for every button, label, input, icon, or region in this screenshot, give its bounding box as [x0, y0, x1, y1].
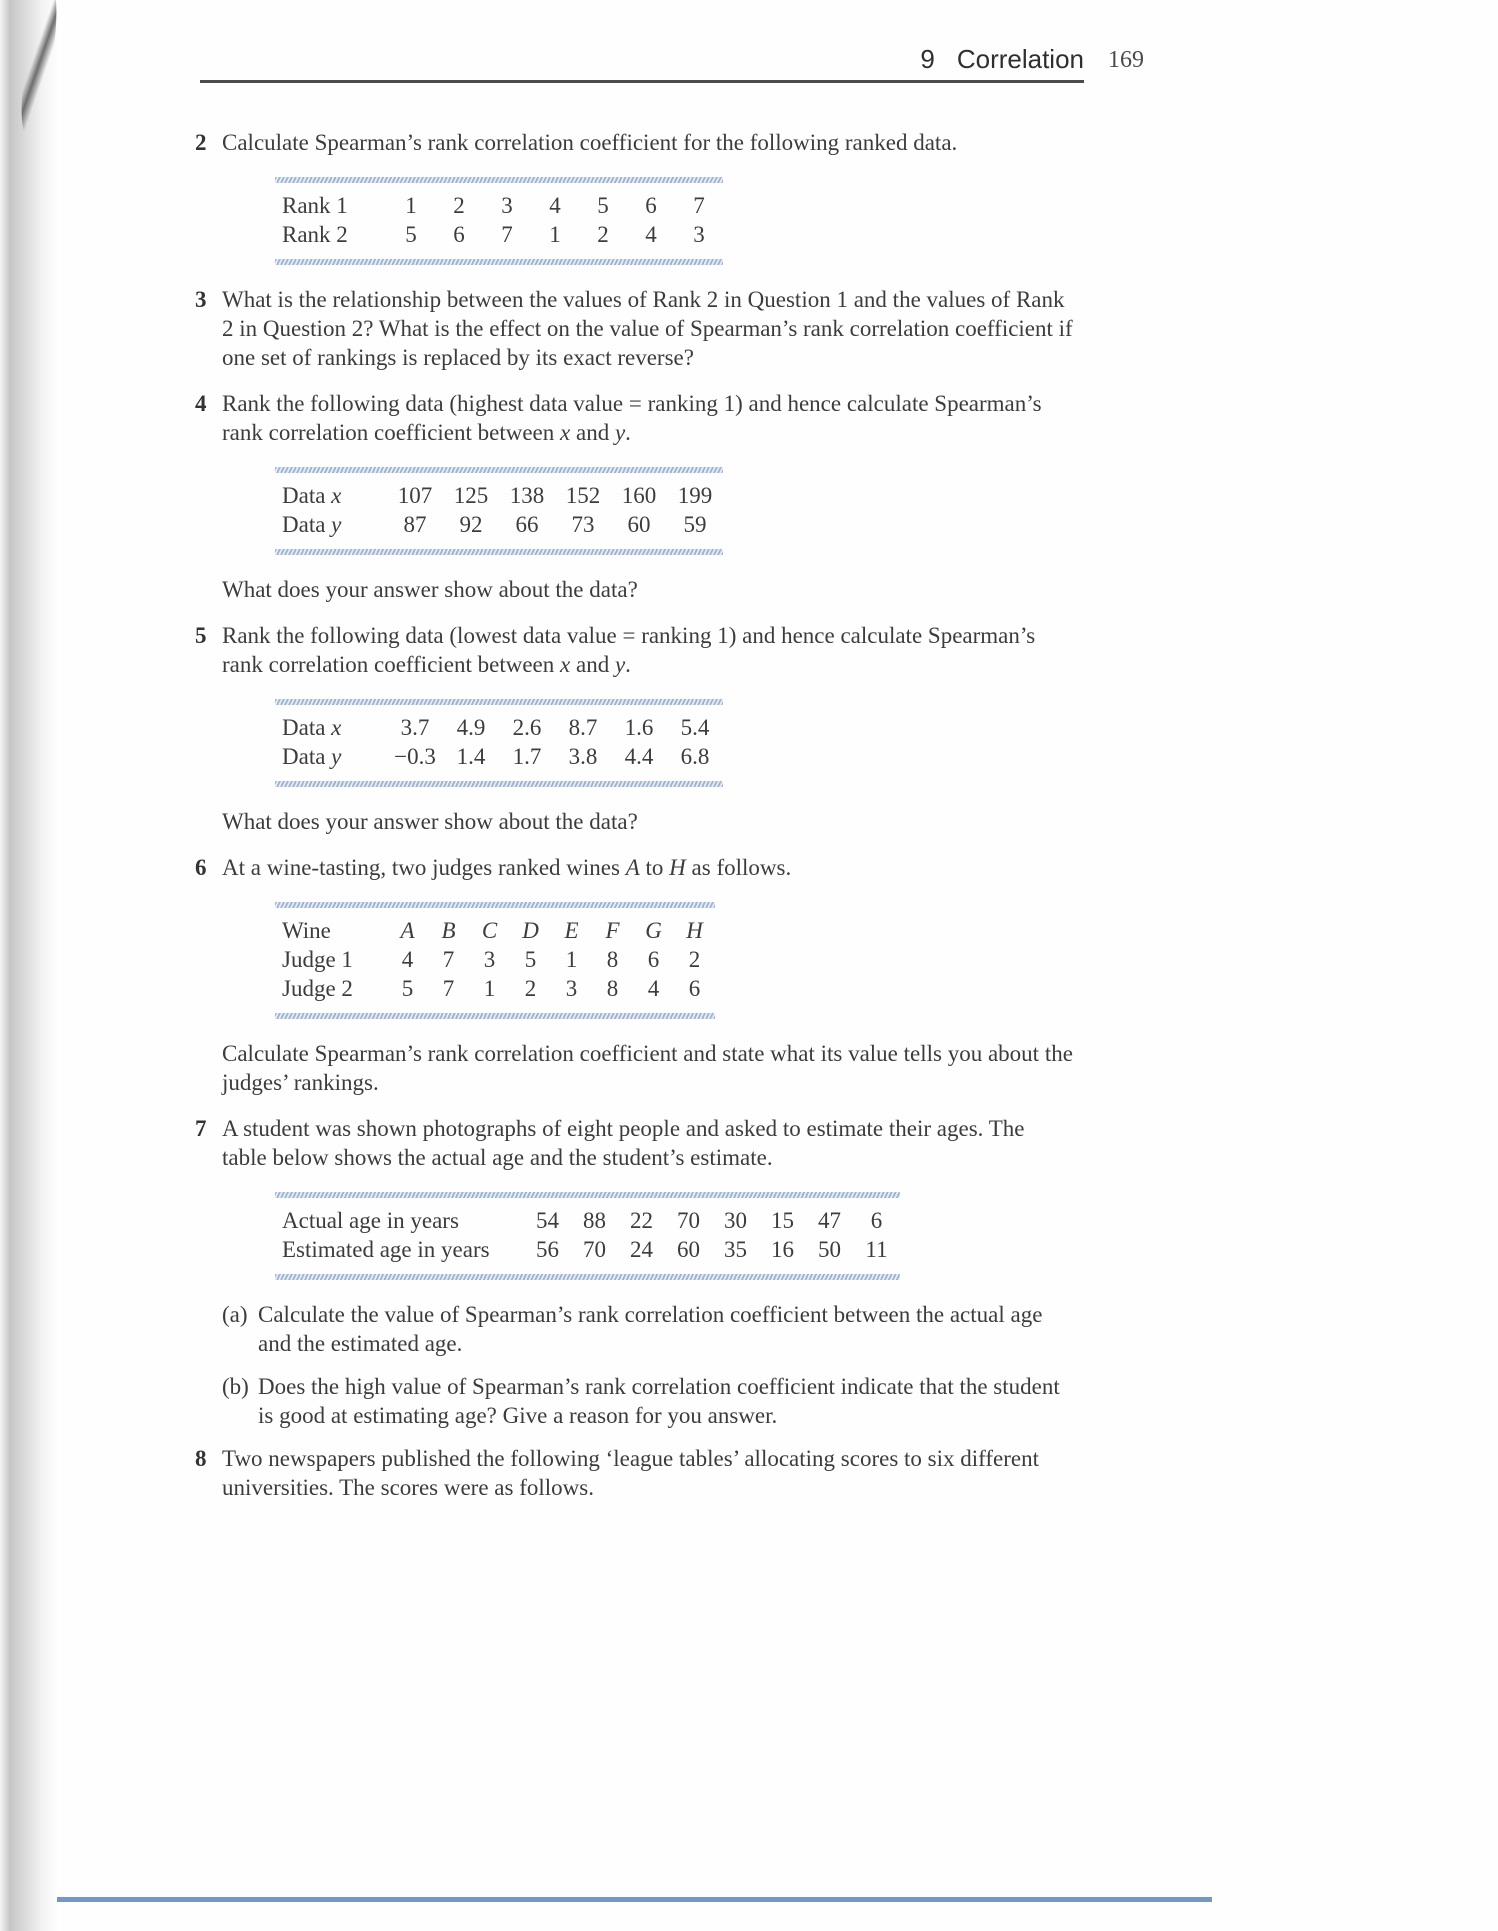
question-8-number: 8	[195, 1446, 207, 1471]
table-row	[275, 1235, 900, 1264]
table-cell: H	[686, 918, 703, 943]
table-cell: 22	[630, 1208, 653, 1233]
table-cell: 8	[606, 976, 619, 1001]
part-b-text: Does the high value of Spearman’s rank correlation coefficient indicate that the student is good at estimating age? Give a reason for you answer.	[258, 1374, 1060, 1428]
table-cell: 1	[565, 947, 578, 972]
table-cell: 1.4	[456, 744, 486, 769]
table-cell: −0.3	[394, 744, 436, 769]
table-cell: 60	[627, 512, 651, 537]
table-cell: 15	[771, 1208, 794, 1233]
question-7-part-a	[222, 1300, 1140, 1358]
table-cell: B	[441, 918, 456, 943]
wine-h-label: H	[669, 855, 686, 880]
question-6-number: 6	[195, 855, 207, 880]
table-body	[275, 183, 723, 259]
table-cell: 125	[453, 483, 489, 508]
table-row	[275, 713, 723, 742]
table-cell: 66	[515, 512, 539, 537]
row-label: Data y	[282, 512, 342, 537]
table-cell: 5	[597, 193, 609, 218]
table-cell: 1	[549, 222, 561, 247]
table-cell: 160	[621, 483, 657, 508]
question-2	[195, 128, 1140, 157]
table-cell: 8	[606, 947, 619, 972]
wine-judges-table	[275, 902, 715, 1019]
table-row	[275, 945, 715, 974]
part-b-label: (b)	[222, 1374, 249, 1399]
ages-table	[275, 1192, 900, 1280]
table-row	[275, 1206, 900, 1235]
row-label: Data x	[282, 715, 342, 740]
table-cell: 7	[442, 947, 455, 972]
part-a-label: (a)	[222, 1302, 248, 1327]
variable-x: x	[560, 420, 571, 445]
table-cell: 6	[645, 193, 657, 218]
question-3	[195, 285, 1140, 372]
table-border-hatch	[275, 781, 723, 787]
question-5-followup: What does your answer show about the data?	[222, 809, 638, 834]
question-4-number: 4	[195, 391, 207, 416]
table-cell: 5	[524, 947, 537, 972]
table-cell: 88	[583, 1208, 606, 1233]
table-cell: 8.7	[568, 715, 598, 740]
question-6-text: At a wine-tasting, two judges ranked wines A to H as follows.	[222, 855, 792, 880]
table-cell: 6	[647, 947, 660, 972]
table-cell: 87	[403, 512, 427, 537]
table-cell: 5.4	[680, 715, 710, 740]
table-body	[275, 908, 715, 1013]
row-label: Judge 1	[282, 947, 353, 972]
table-cell: 4.9	[456, 715, 486, 740]
question-5-text: Rank the following data (lowest data value = ranking 1) and hence calculate Spearman’s rank correlation coefficient between x and y.	[222, 623, 1036, 677]
table-cell: 4	[647, 976, 660, 1001]
page-number: 169	[1108, 47, 1144, 73]
table-cell: 138	[509, 483, 545, 508]
page-bottom-rule	[57, 1897, 1212, 1902]
table-cell: 3.8	[568, 744, 598, 769]
variable-y: y	[614, 420, 626, 445]
table-cell: 11	[865, 1237, 888, 1262]
page-content	[195, 128, 1140, 1519]
table-body	[275, 705, 723, 781]
table-border-hatch	[275, 1013, 715, 1019]
table-cell: 59	[683, 512, 707, 537]
table-cell: 7	[442, 976, 455, 1001]
question-7-part-b	[222, 1372, 1140, 1430]
variable-y: y	[614, 652, 626, 677]
table-cell: 7	[693, 193, 705, 218]
table-cell: G	[645, 918, 662, 943]
question-7	[195, 1114, 1140, 1172]
table-cell: 2	[453, 193, 465, 218]
question-6	[195, 853, 1140, 882]
table-cell: 6	[870, 1208, 883, 1233]
question-3-number: 3	[195, 287, 207, 312]
table-cell: 47	[818, 1208, 841, 1233]
question-2-text: Calculate Spearman’s rank correlation coefficient for the following ranked data.	[222, 130, 958, 155]
table-header-row	[275, 916, 715, 945]
table-cell: 4	[645, 222, 657, 247]
table-body	[275, 1198, 900, 1274]
rank-data-table	[275, 177, 723, 265]
row-label: Actual age in years	[282, 1208, 459, 1233]
table-cell: 2.6	[512, 715, 542, 740]
question-5	[195, 621, 1140, 679]
table-cell: 30	[724, 1208, 747, 1233]
table-cell: 107	[397, 483, 433, 508]
row-label: Estimated age in years	[282, 1237, 490, 1262]
table-row	[275, 220, 723, 249]
question-3-text: What is the relationship between the values of Rank 2 in Question 1 and the values of Rank 2 in Question 2? What is the effect on the value of Spearman’s rank correlation coefficient if one set of rankings is replaced by its exact reverse?	[222, 287, 1073, 370]
data-xy-table	[275, 467, 723, 555]
chapter-number: 9	[920, 44, 935, 74]
table-cell: 54	[536, 1208, 559, 1233]
question-8	[195, 1444, 1140, 1502]
table-cell: 73	[571, 512, 595, 537]
table-cell: 35	[724, 1237, 747, 1262]
scan-edge-shadow	[0, 0, 60, 1931]
table-cell: 50	[818, 1237, 841, 1262]
question-2-number: 2	[195, 130, 207, 155]
question-7-number: 7	[195, 1116, 207, 1141]
table-border-hatch	[275, 1274, 900, 1280]
table-cell: 3	[693, 222, 705, 247]
question-6-followup: Calculate Spearman’s rank correlation coefficient and state what its value tells you about the judges’ rankings.	[222, 1041, 1073, 1095]
question-4	[195, 389, 1140, 447]
header-rule	[200, 80, 1084, 83]
table-cell: E	[564, 918, 579, 943]
table-cell: 199	[677, 483, 713, 508]
table-cell: 3	[483, 947, 496, 972]
table-row	[275, 191, 723, 220]
question-4-followup: What does your answer show about the data?	[222, 577, 638, 602]
row-label: Judge 2	[282, 976, 353, 1001]
table-row	[275, 481, 723, 510]
table-cell: 16	[771, 1237, 794, 1262]
chapter-title: Correlation	[956, 44, 1084, 74]
table-cell: 3	[565, 976, 578, 1001]
table-body	[275, 473, 723, 549]
question-7-text: A student was shown photographs of eight people and asked to estimate their ages. The table below shows the actual age and the student’s estimate.	[222, 1116, 1025, 1170]
row-label: Data x	[282, 483, 342, 508]
table-cell: 1.6	[624, 715, 654, 740]
table-cell: 2	[688, 947, 701, 972]
table-cell: 1	[405, 193, 417, 218]
row-label: Wine	[282, 918, 331, 943]
question-5-number: 5	[195, 623, 207, 648]
table-cell: 4	[401, 947, 414, 972]
table-cell: 2	[597, 222, 609, 247]
row-label: Rank 1	[282, 193, 348, 218]
table-cell: 3.7	[400, 715, 430, 740]
table-cell: F	[605, 918, 620, 943]
row-label: Rank 2	[282, 222, 348, 247]
running-header	[200, 44, 1084, 75]
question-8-text: Two newspapers published the following ‘league tables’ allocating scores to six different universities. The scores were as follows.	[222, 1446, 1040, 1500]
table-cell: 152	[565, 483, 601, 508]
table-row	[275, 510, 723, 539]
table-cell: A	[400, 918, 415, 943]
table-cell: 4	[549, 193, 561, 218]
question-4-text: Rank the following data (highest data value = ranking 1) and hence calculate Spearman’s rank correlation coefficient between x and y.	[222, 391, 1042, 445]
table-row	[275, 742, 723, 771]
data-xy-table-decimal	[275, 699, 723, 787]
table-cell: 56	[536, 1237, 559, 1262]
table-cell: 1	[483, 976, 496, 1001]
row-label: Data y	[282, 744, 342, 769]
table-cell: 70	[677, 1208, 700, 1233]
part-a-text: Calculate the value of Spearman’s rank correlation coefficient between the actual age and the estimated age.	[258, 1302, 1043, 1356]
variable-x: x	[560, 652, 571, 677]
table-cell: 70	[583, 1237, 606, 1262]
table-border-hatch	[275, 259, 723, 265]
table-cell: 1.7	[512, 744, 542, 769]
table-cell: 2	[524, 976, 537, 1001]
table-cell: 5	[401, 976, 414, 1001]
table-cell: D	[522, 918, 539, 943]
table-cell: 6	[688, 976, 701, 1001]
table-cell: 7	[501, 222, 513, 247]
table-cell: 92	[459, 512, 483, 537]
table-border-hatch	[275, 549, 723, 555]
table-row	[275, 974, 715, 1003]
wine-a-label: A	[625, 855, 640, 880]
table-cell: 3	[501, 193, 513, 218]
table-cell: 6.8	[680, 744, 710, 769]
table-cell: 5	[405, 222, 417, 247]
table-cell: 24	[630, 1237, 653, 1262]
table-cell: 6	[453, 222, 465, 247]
table-cell: 4.4	[624, 744, 654, 769]
table-cell: C	[481, 918, 498, 943]
table-cell: 60	[677, 1237, 700, 1262]
